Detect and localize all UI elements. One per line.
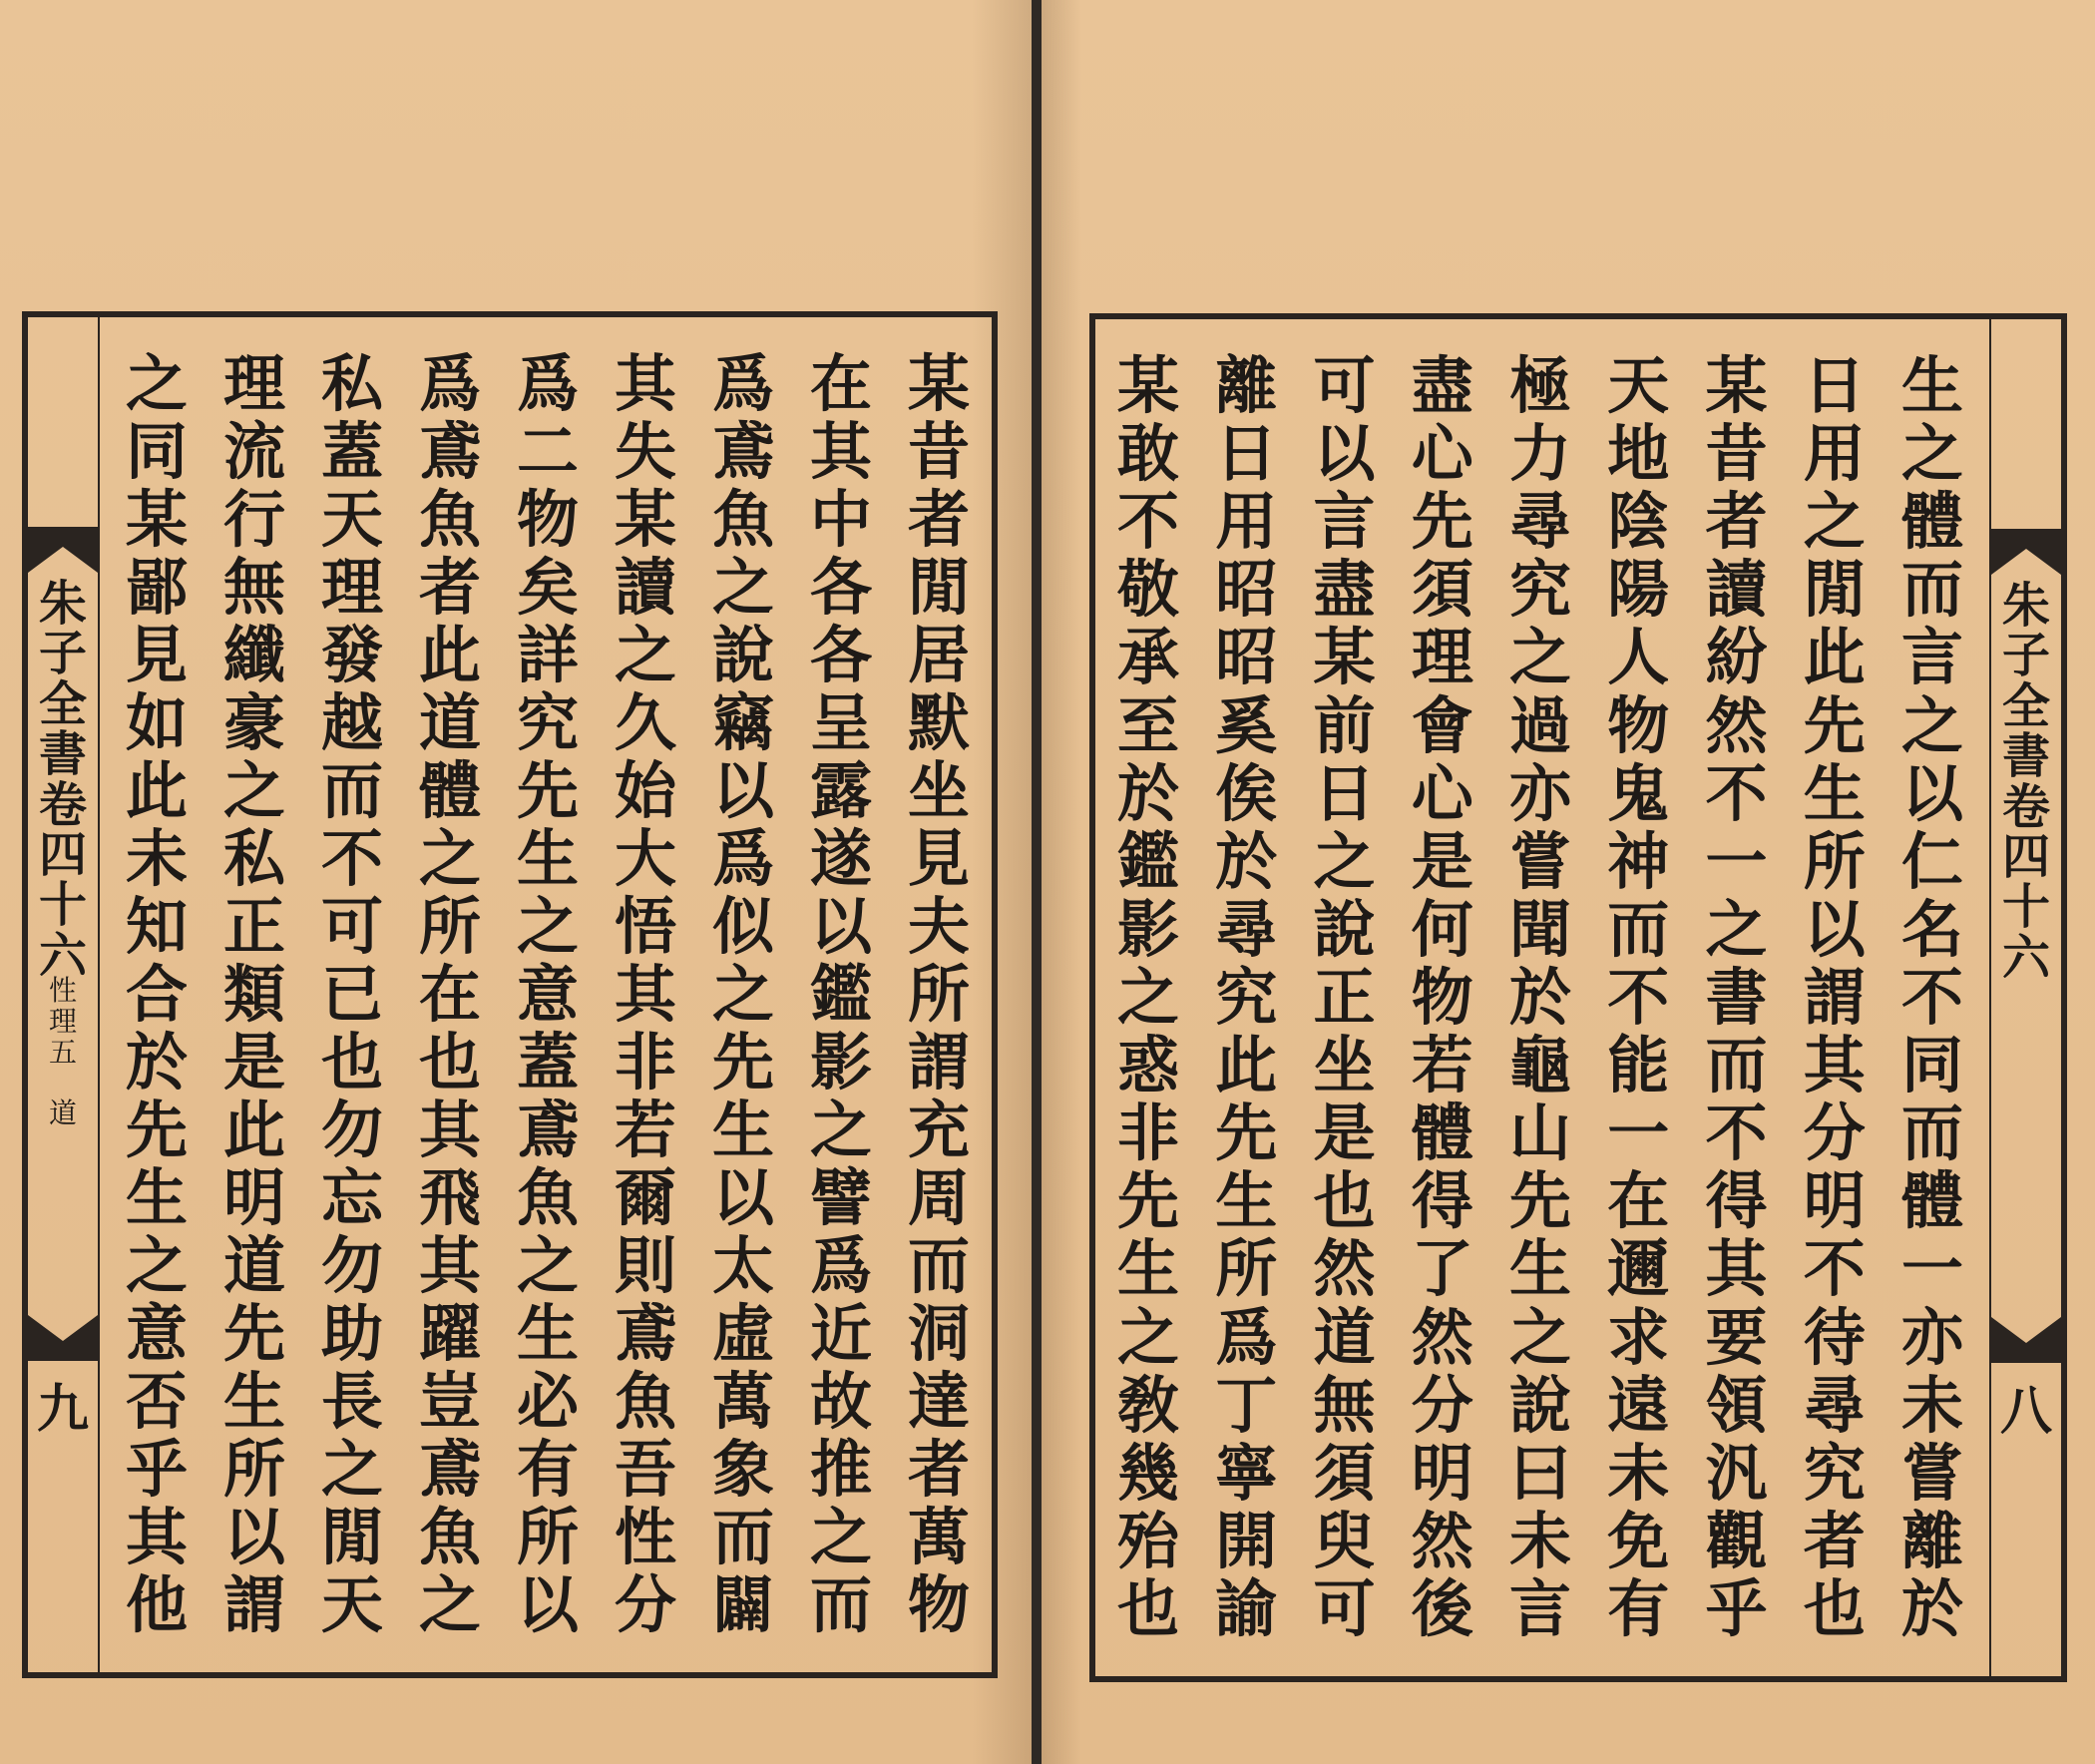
text-column: 爲 鳶 魚 之 說 竊 以 爲 似 之 先 生 以 太 虛 萬 象 而 闢 [711,347,774,1641]
book-spine [1032,0,1042,1764]
text-column: 爲 鳶 魚 者 此 道 體 之 所 在 也 其 飛 其 躍 豈 鳶 魚 之 [418,347,481,1641]
right-folio-number: 八 [1999,1381,2052,1442]
left-banner-section: 性 理 五 道 [48,974,77,1130]
right-page-frame [1089,313,2067,1682]
text-column: 可 以 言 盡 某 前 日 之 說 正 坐 是 也 然 道 無 須 臾 可 [1313,349,1376,1645]
left-banner-title: 朱 子 全 書 卷 四 十 六 [38,576,87,984]
right-text-block [1109,349,1971,1646]
text-column: 某 昔 者 讀 紛 然 不 一 之 書 而 不 得 其 要 領 汎 觀 乎 [1705,349,1768,1645]
text-column: 天 地 陰 陽 人 物 鬼 神 而 不 能 一 在 邇 求 遠 未 免 有 [1607,349,1670,1645]
text-column: 日 用 之 閒 此 先 生 所 以 謂 其 分 明 不 待 尋 究 者 也 [1803,349,1866,1645]
right-center-column [1991,319,2061,1676]
text-column: 私 蓋 天 理 發 越 而 不 可 已 也 勿 忘 勿 助 長 之 閒 天 [320,347,383,1641]
fishtail-bottom-mark [1991,1317,2061,1363]
text-column: 其 失 某 讀 之 久 始 大 悟 其 非 若 爾 則 鳶 魚 吾 性 分 [614,347,676,1641]
text-column: 盡 心 先 須 理 會 心 是 何 物 若 體 得 了 然 分 明 然 後 [1411,349,1473,1645]
left-page [0,0,1032,1764]
text-column: 生 之 體 而 言 之 以 仁 名 不 同 而 體 一 亦 未 嘗 離 於 [1900,349,1963,1645]
gutter-shadow [1042,0,1081,1764]
center-column-rule [98,317,100,1672]
text-column: 爲 二 物 矣 詳 究 先 生 之 意 蓋 鳶 魚 之 生 必 有 所 以 [516,347,579,1641]
fishtail-top-mark [28,527,98,573]
text-column: 某 敢 不 敬 承 至 於 鑑 影 之 惑 非 先 生 之 敎 幾 殆 也 [1116,349,1179,1645]
text-column: 在 其 中 各 各 呈 露 遂 以 鑑 影 之 譬 爲 近 故 推 之 而 [809,347,872,1641]
left-center-column [28,317,98,1672]
left-page-frame [22,311,998,1678]
right-banner-title: 朱 子 全 書 卷 四 十 六 [2001,578,2050,986]
text-column: 某 昔 者 閒 居 默 坐 見 夫 所 謂 充 周 而 洞 達 者 萬 物 [907,347,970,1641]
left-folio-number: 九 [36,1379,89,1440]
left-text-block [118,347,978,1642]
fishtail-top-mark [1991,529,2061,575]
right-page [1042,0,2095,1764]
text-column: 極 力 尋 究 之 過 亦 嘗 聞 於 龜 山 先 生 之 說 曰 未 言 [1508,349,1571,1645]
text-column: 理 流 行 無 纖 豪 之 私 正 類 是 此 明 道 先 生 所 以 謂 [222,347,285,1641]
fishtail-bottom-mark [28,1315,98,1361]
text-column: 之 同 某 鄙 見 如 此 未 知 合 於 先 生 之 意 否 乎 其 他 [125,347,188,1641]
text-column: 離 日 用 昭 昭 奚 俟 於 尋 究 此 先 生 所 爲 丁 寧 開 諭 [1215,349,1278,1645]
